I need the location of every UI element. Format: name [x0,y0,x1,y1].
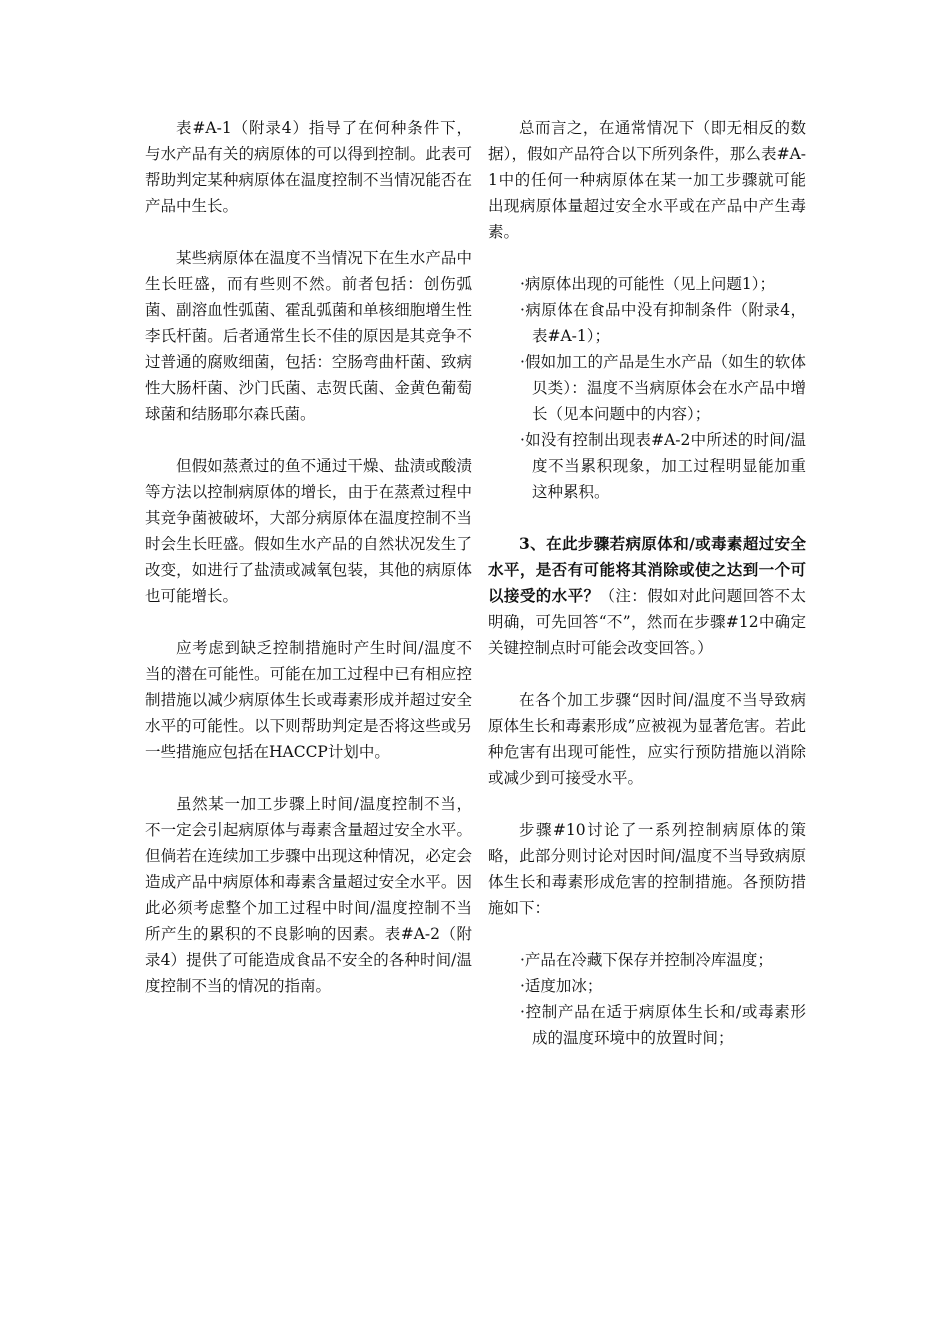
question-3 [488,531,806,661]
question-3-note: （注：假如对此问题回答不太明确，可先回答“不”，然而在步骤#12中确定关键控制点时可能会改变回答。） [488,587,806,657]
left-column [145,115,472,999]
list-item: ·产品在冷藏下保存并控制冷库温度； [520,951,773,969]
question-3-heading: 3、在此步骤若病原体和/或毒素超过安全水平，是否有可能将其消除或使之达到一个可以接受的水平？ [488,534,806,605]
paragraph-control-measures: 应考虑到缺乏控制措施时产生时间/温度不当的潜在可能性。可能在加工过程中已有相应控制措施以减少病原体生长或毒素形成并超过安全水平的可能性。以下则帮助判定是否将这些或另一些措施应包括在HACCP计划中。 [145,639,472,761]
paragraph-summary: 总而言之，在通常情况下（即无相反的数据），假如产品符合以下所列条件，那么表#A-1中的任何一种病原体在某一加工步骤就可能出现病原体量超过安全水平或在产品中产生毒素。 [488,119,806,241]
list-item: ·假如加工的产品是生水产品（如生的软体贝类）：温度不当病原体会在水产品中增长（见本问题中的内容）； [520,353,806,423]
paragraph-pathogen-growth: 某些病原体在温度不当情况下在生水产品中生长旺盛，而有些则不然。前者包括：创伤弧菌、副溶血性弧菌、霍乱弧菌和单核细胞增生性李氏杆菌。后者通常生长不佳的原因是其竞争不过普通的腐败细菌，包括：空肠弯曲杆菌、致病性大肠杆菌、沙门氏菌、志贺氏菌、金黄色葡萄球菌和结肠耶尔森氏菌。 [145,249,472,423]
list-item: ·如没有控制出现表#A-2中所述的时间/温度不当累积现象，加工过程明显能加重这种累积。 [520,431,806,501]
list-item: ·病原体出现的可能性（见上问题1）； [520,275,776,293]
paragraph-significant-hazard: 在各个加工步骤“因时间/温度不当导致病原体生长和毒素形成”应被视为显著危害。若此种危害有出现可能性，应实行预防措施以消除或减少到可接受水平。 [488,691,806,787]
conditions-list [488,271,806,505]
paragraph-table-a1-intro: 表#A-1（附录4）指导了在何种条件下，与水产品有关的病原体的可以得到控制。此表可帮助判定某种病原体在温度控制不当情况能否在产品中生长。 [145,119,472,215]
list-item: ·控制产品在适于病原体生长和/或毒素形成的温度环境中的放置时间； [520,1003,806,1047]
list-item: ·病原体在食品中没有抑制条件（附录4，表#A-1）； [520,301,806,345]
preventive-measures-list [488,947,806,1051]
list-item: ·适度加冰； [520,977,603,995]
paragraph-cooked-fish: 但假如蒸煮过的鱼不通过干燥、盐渍或酸渍等方法以控制病原体的增长，由于在蒸煮过程中其竞争菌被破坏，大部分病原体在温度控制不当时会生长旺盛。假如生水产品的自然状况发生了改变，如进行了盐渍或减氧包装，其他的病原体也可能增长。 [145,457,472,605]
right-column [488,115,806,1077]
paragraph-cumulative-effect: 虽然某一加工步骤上时间/温度控制不当，不一定会引起病原体与毒素含量超过安全水平。但倘若在连续加工步骤中出现这种情况，必定会造成产品中病原体和毒素含量超过安全水平。因此必须考虑整个加工过程中时间/温度控制不当所产生的累积的不良影响的因素。表#A-2（附录4）提供了可能造成食品不安全的各种时间/温度控制不当的情况的指南。 [145,795,472,995]
paragraph-step10: 步骤#10讨论了一系列控制病原体的策略，此部分则讨论对因时间/温度不当导致病原体生长和毒素形成危害的控制措施。各预防措施如下： [488,821,806,917]
